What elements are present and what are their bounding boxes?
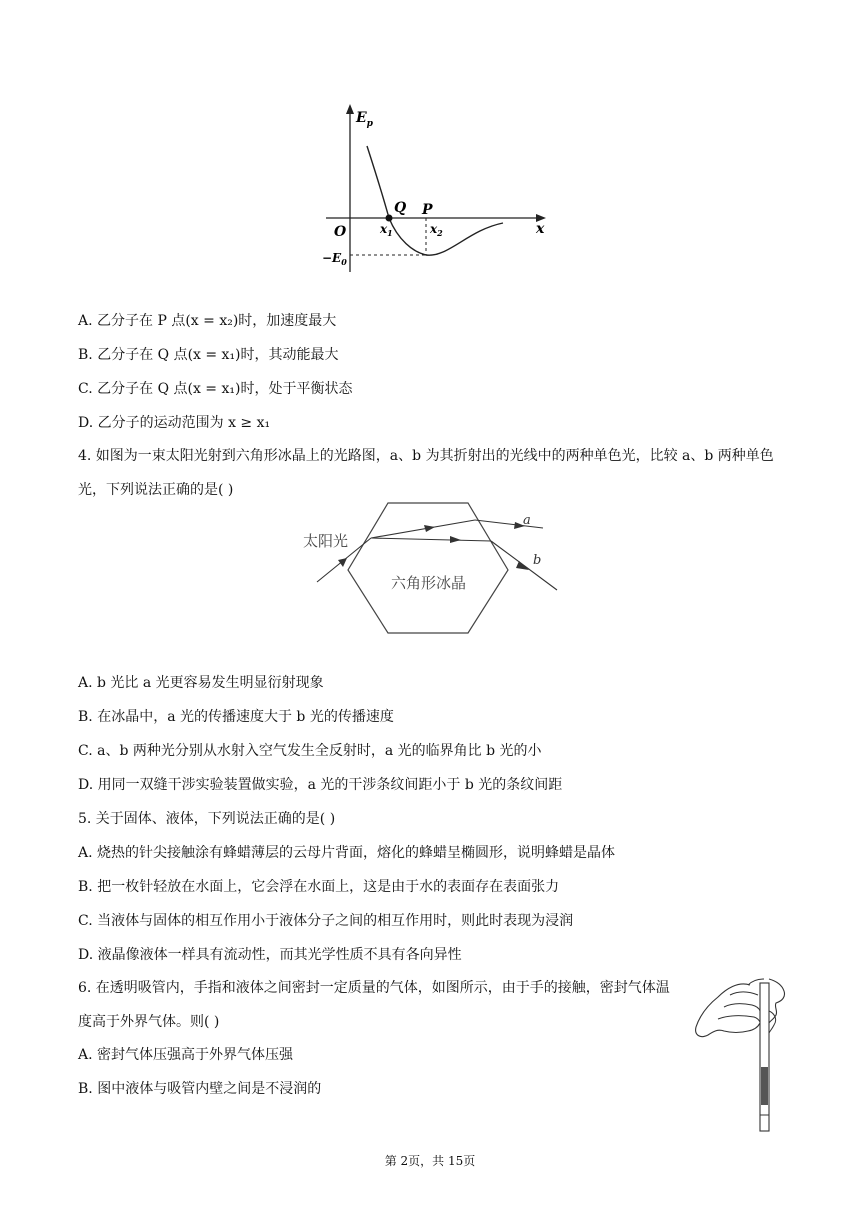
crystal-label: 六角形冰晶: [391, 574, 467, 592]
hexagon: [348, 503, 508, 633]
q4-option-c: C. a、b 两种光分别从水射入空气发生全反射时，a 光的临界角比 b 光的小: [78, 743, 542, 759]
neg-e0-label: $-E_0$: [322, 251, 347, 267]
q5-option-a: A. 烧热的针尖接触涂有蜂蜡薄层的云母片背面，熔化的蜂蜡呈椭圆形，说明蜂蜡是晶体: [78, 845, 616, 861]
page-footer: 第 2页，共 15页: [384, 1154, 476, 1168]
tick-x1: $x_1$: [380, 222, 393, 238]
ep-curve: [367, 146, 503, 255]
straw-hand-figure: [688, 975, 792, 1135]
point-q-marker: [386, 215, 393, 222]
tick-x2: $x_2$: [430, 222, 443, 238]
ice-crystal-figure: [295, 498, 570, 638]
sunlight-label: 太阳光: [303, 532, 349, 550]
q6-stem: 6. 在透明吸管内，手指和液体之间密封一定质量的气体，如图所示，由于手的接触，密封气体温度高于外界气体。则( ): [78, 980, 670, 1030]
ray-b-label: b: [533, 553, 542, 568]
x-axis-label: x: [536, 221, 545, 237]
q4-stem: 4. 如图为一束太阳光射到六角形冰晶上的光路图，a、b 为其折射出的光线中的两种单色光，比较 a、b 两种单色光，下列说法正确的是( ): [78, 448, 774, 498]
y-axis-label: $E_p$: [356, 110, 373, 129]
q5-option-b: B. 把一枚针轻放在水面上，它会浮在水面上，这是由于水的表面存在表面张力: [78, 879, 560, 895]
q6-option-a: A. 密封气体压强高于外界气体压强: [78, 1047, 294, 1063]
point-q-label: Q: [394, 200, 407, 216]
q5-option-d: D. 液晶像液体一样具有流动性，而其光学性质不具有各向异性: [78, 947, 462, 963]
q3-option-a: A. 乙分子在 P 点(x = x₂)时，加速度最大: [78, 313, 337, 329]
q5-option-c: C. 当液体与固体的相互作用小于液体分子之间的相互作用时，则此时表现为浸润: [78, 913, 574, 929]
origin-label: O: [334, 224, 347, 240]
q3-option-d: D. 乙分子的运动范围为 x ≥ x₁: [78, 415, 271, 431]
q4-option-d: D. 用同一双缝干涉实验装置做实验，a 光的干涉条纹间距小于 b 光的条纹间距: [78, 777, 563, 793]
q3-option-b: B. 乙分子在 Q 点(x = x₁)时，其动能最大: [78, 347, 339, 363]
potential-energy-figure: [318, 100, 558, 280]
ray-a-label: a: [523, 513, 531, 528]
q4-option-a: A. b 光比 a 光更容易发生明显衍射现象: [78, 675, 324, 691]
point-p-label: P: [422, 202, 433, 218]
q3-option-c: C. 乙分子在 Q 点(x = x₁)时，处于平衡状态: [78, 381, 353, 397]
q4-option-b: B. 在冰晶中，a 光的传播速度大于 b 光的传播速度: [78, 709, 394, 725]
q6-option-b: B. 图中液体与吸管内壁之间是不浸润的: [78, 1081, 322, 1097]
liquid-column: [761, 1067, 768, 1105]
q5-stem: 5. 关于固体、液体，下列说法正确的是( ): [78, 811, 336, 827]
